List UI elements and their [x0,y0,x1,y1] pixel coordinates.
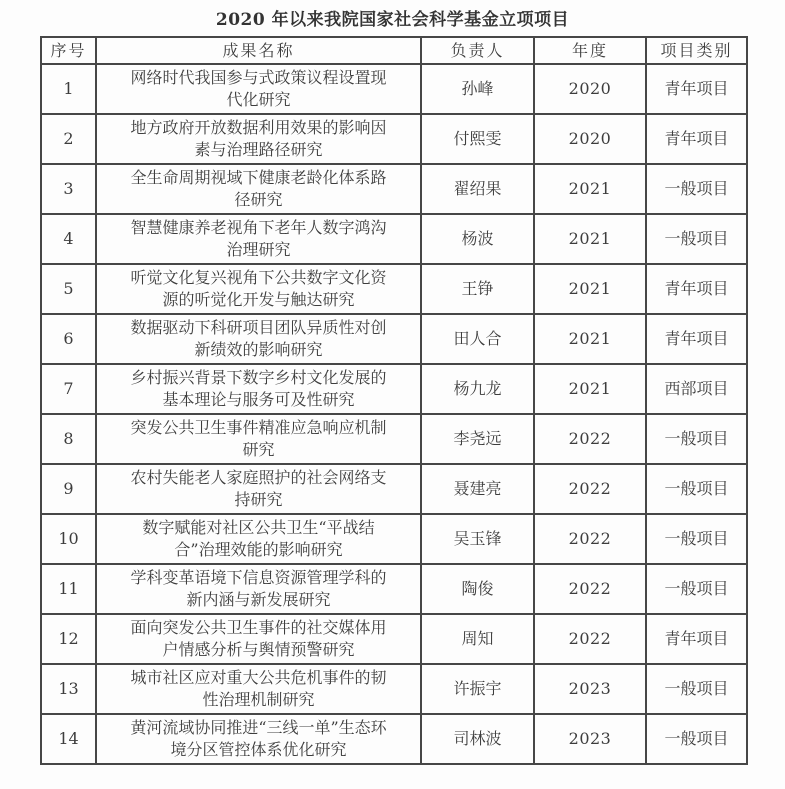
project-name: 面向突发公共卫生事件的社交媒体用户情感分析与舆情预警研究 [96,614,421,664]
project-category: 一般项目 [646,414,747,464]
table-row [41,564,747,614]
principal-name: 李尧远 [421,414,534,464]
project-name: 智慧健康养老视角下老年人数字鸿沟治理研究 [96,214,421,264]
table-row [41,664,747,714]
project-name: 城市社区应对重大公共危机事件的韧性治理机制研究 [96,664,421,714]
project-name: 农村失能老人家庭照护的社会网络支持研究 [96,464,421,514]
project-year: 2021 [534,214,646,264]
project-name: 数据驱动下科研项目团队异质性对创新绩效的影响研究 [96,314,421,364]
principal-name: 聂建亮 [421,464,534,514]
row-number: 1 [41,64,96,114]
project-year: 2021 [534,314,646,364]
project-category: 一般项目 [646,714,747,764]
row-number: 11 [41,564,96,614]
project-name: 突发公共卫生事件精准应急响应机制研究 [96,414,421,464]
row-number: 2 [41,114,96,164]
table-row [41,164,747,214]
principal-name: 付熙雯 [421,114,534,164]
project-name: 乡村振兴背景下数字乡村文化发展的基本理论与服务可及性研究 [96,364,421,414]
principal-name: 陶俊 [421,564,534,614]
row-number: 4 [41,214,96,264]
table-row [41,414,747,464]
table-row [41,114,747,164]
table-row [41,264,747,314]
project-category: 青年项目 [646,314,747,364]
project-year: 2022 [534,414,646,464]
row-number: 7 [41,364,96,414]
row-number: 6 [41,314,96,364]
col-header-year: 年度 [534,37,646,64]
project-year: 2021 [534,164,646,214]
project-category: 一般项目 [646,464,747,514]
table-row [41,314,747,364]
row-number: 3 [41,164,96,214]
project-name: 学科变革语境下信息资源管理学科的新内涵与新发展研究 [96,564,421,614]
project-name: 黄河流域协同推进“三线一单”生态环境分区管控体系优化研究 [96,714,421,764]
principal-name: 杨九龙 [421,364,534,414]
table-row [41,364,747,414]
table-header-row [41,37,747,64]
principal-name: 孙峰 [421,64,534,114]
row-number: 8 [41,414,96,464]
table-row [41,64,747,114]
table-row [41,714,747,764]
project-category: 青年项目 [646,64,747,114]
project-name: 数字赋能对社区公共卫生“平战结合”治理效能的影响研究 [96,514,421,564]
row-number: 9 [41,464,96,514]
project-category: 青年项目 [646,264,747,314]
project-category: 一般项目 [646,514,747,564]
project-year: 2021 [534,364,646,414]
project-name: 地方政府开放数据利用效果的影响因素与治理路径研究 [96,114,421,164]
col-header-name: 成果名称 [96,37,421,64]
project-table [40,36,748,765]
principal-name: 田人合 [421,314,534,364]
project-category: 一般项目 [646,564,747,614]
project-year: 2020 [534,64,646,114]
project-category: 青年项目 [646,114,747,164]
project-year: 2023 [534,714,646,764]
project-year: 2022 [534,614,646,664]
principal-name: 许振宇 [421,664,534,714]
project-year: 2023 [534,664,646,714]
principal-name: 吴玉锋 [421,514,534,564]
table-row [41,464,747,514]
table-header [41,37,747,64]
project-name: 全生命周期视域下健康老龄化体系路径研究 [96,164,421,214]
col-header-index: 序号 [41,37,96,64]
principal-name: 王铮 [421,264,534,314]
table-row [41,514,747,564]
table-body [41,64,747,764]
table-row [41,214,747,264]
project-year: 2020 [534,114,646,164]
project-category: 一般项目 [646,214,747,264]
principal-name: 司林波 [421,714,534,764]
row-number: 10 [41,514,96,564]
page-title: 2020 年以来我院国家社会科学基金立项项目 [215,10,570,30]
project-year: 2022 [534,514,646,564]
project-year: 2022 [534,464,646,514]
row-number: 14 [41,714,96,764]
project-category: 青年项目 [646,614,747,664]
principal-name: 翟绍果 [421,164,534,214]
col-header-pi: 负责人 [421,37,534,64]
project-category: 西部项目 [646,364,747,414]
project-category: 一般项目 [646,164,747,214]
row-number: 13 [41,664,96,714]
project-year: 2021 [534,264,646,314]
row-number: 5 [41,264,96,314]
project-year: 2022 [534,564,646,614]
principal-name: 杨波 [421,214,534,264]
principal-name: 周知 [421,614,534,664]
row-number: 12 [41,614,96,664]
table-row [41,614,747,664]
col-header-category: 项目类别 [646,37,747,64]
project-category: 一般项目 [646,664,747,714]
project-name: 听觉文化复兴视角下公共数字文化资源的听觉化开发与触达研究 [96,264,421,314]
project-name: 网络时代我国参与式政策议程设置现代化研究 [96,64,421,114]
